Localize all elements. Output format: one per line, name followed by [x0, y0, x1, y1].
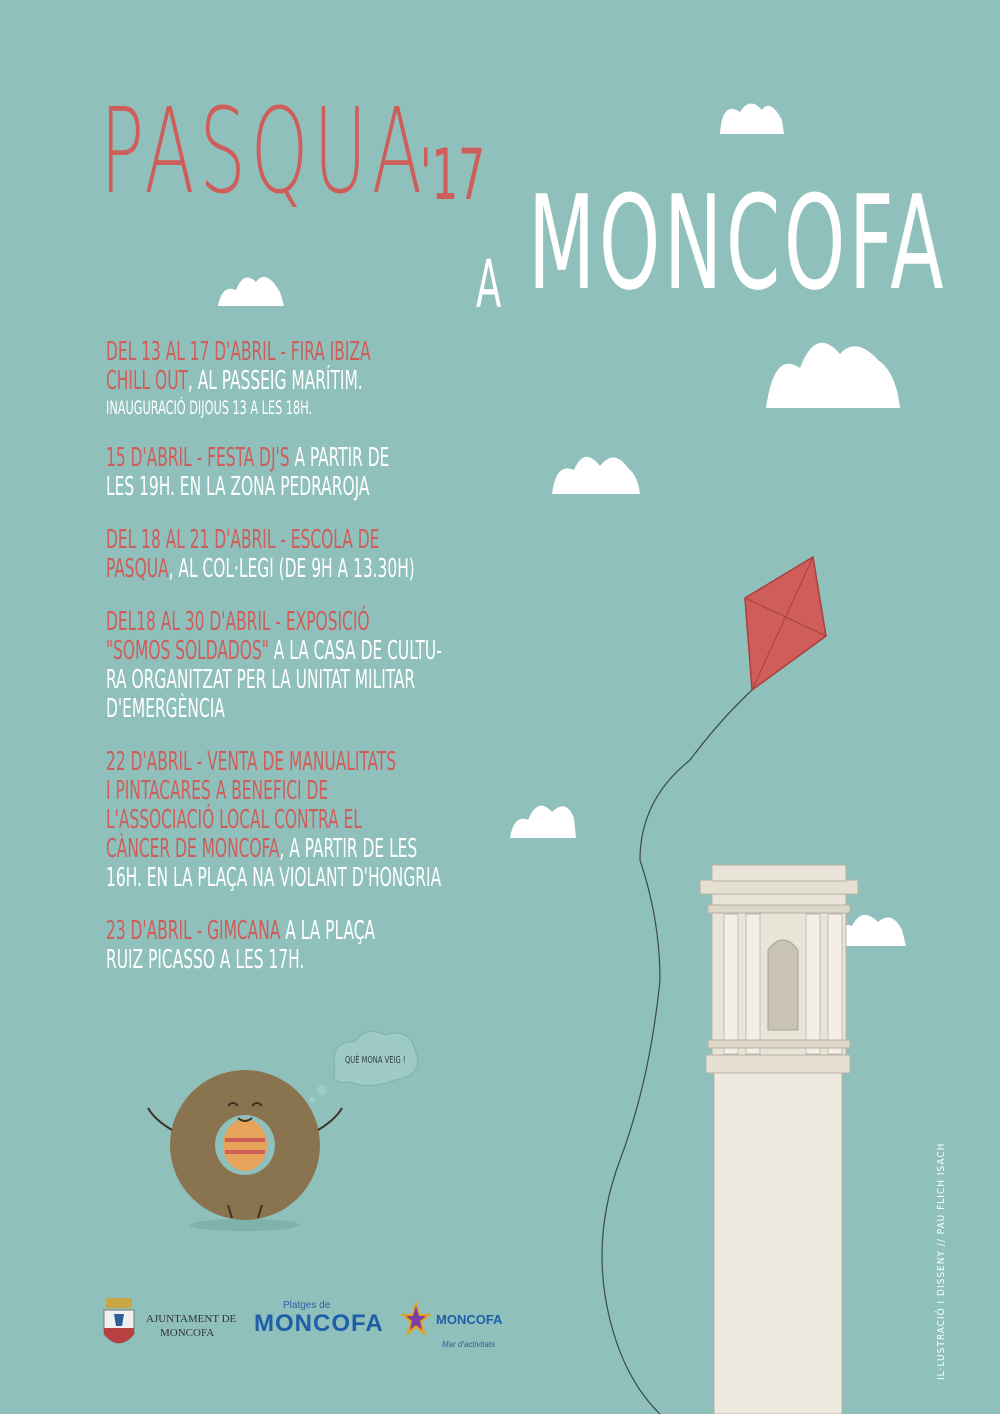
title-pasqua: PASQUA [100, 82, 427, 220]
event-highlight: DEL18 AL 30 D'ABRIL - EXPOSICIÓ [106, 607, 370, 637]
event-detail: A LA CASA DE CULTU- [268, 636, 442, 666]
cloud-icon [552, 457, 640, 494]
ajuntament-line1: AJUNTAMENT DE [146, 1313, 237, 1325]
event-highlight: 23 D'ABRIL - GIMCANA [106, 916, 281, 946]
thought-bubble [309, 1031, 418, 1103]
event-highlight: CÀNCER DE MONCOFA [106, 834, 280, 864]
title-year: '17 [420, 134, 485, 216]
event-detail: , AL COL·LEGI (DE 9H A 13.30H) [168, 554, 415, 584]
credit-text: IL·LUSTRACIÓ I DISSENY // PAU FLICH ISACH [936, 1142, 947, 1380]
cloud-icon [720, 103, 784, 134]
platges-name: MONCOFA [254, 1310, 384, 1337]
event-detail: 16H. EN LA PLAÇA NA VIOLANT D'HONGRIA [106, 863, 442, 893]
event-highlight: DEL 13 AL 17 D'ABRIL - FIRA IBIZA [106, 337, 371, 367]
cloud-icon [218, 277, 284, 306]
event-detail: , A PARTIR DE LES [279, 834, 418, 864]
title-a: A [476, 246, 502, 323]
mar-sub: Mar d'activitats [442, 1340, 496, 1349]
mar-name: MONCOFA [436, 1312, 503, 1327]
event-highlight: L'ASSOCIACIÓ LOCAL CONTRA EL [106, 805, 362, 835]
event-detail: A LA PLAÇA [280, 916, 376, 946]
cloud-icon [510, 806, 576, 838]
coat-of-arms-icon [102, 1298, 136, 1354]
cloud-icon [766, 343, 900, 408]
event-detail: , AL PASSEIG MARÍTIM. [187, 366, 363, 396]
event-detail: RA ORGANITZAT PER LA UNITAT MILITAR [106, 665, 416, 695]
donut-character-icon [148, 1070, 342, 1231]
event-highlight: DEL 18 AL 21 D'ABRIL - ESCOLA DE [106, 525, 380, 555]
event-highlight: CHILL OUT [106, 366, 188, 396]
event-detail: INAUGURACIÓ DIJOUS 13 A LES 18H. [106, 397, 313, 419]
kite-icon [745, 557, 826, 690]
platges-top: Platges de [283, 1300, 331, 1311]
ajuntament-line2: MONCOFA [160, 1327, 215, 1339]
tower-icon [700, 865, 858, 1414]
event-detail: A PARTIR DE [289, 443, 390, 473]
star-logo-icon [398, 1298, 428, 1338]
title-moncofa: MONCOFA [528, 167, 948, 319]
event-highlight: PASQUA [106, 554, 169, 584]
thought-bubble-text: QUÈ MONA VEIG ! [345, 1055, 406, 1066]
event-detail: RUIZ PICASSO A LES 17H. [106, 945, 305, 975]
event-highlight: 15 D'ABRIL - FESTA DJ'S [106, 443, 290, 473]
event-highlight: I PINTACARES A BENEFICI DE [106, 776, 329, 806]
event-detail: LES 19H. EN LA ZONA PEDRAROJA [106, 472, 370, 502]
event-detail: D'EMERGÈNCIA [106, 694, 225, 724]
event-highlight: 22 D'ABRIL - VENTA DE MANUALITATS [106, 747, 397, 777]
event-highlight: "SOMOS SOLDADOS" [106, 636, 269, 666]
